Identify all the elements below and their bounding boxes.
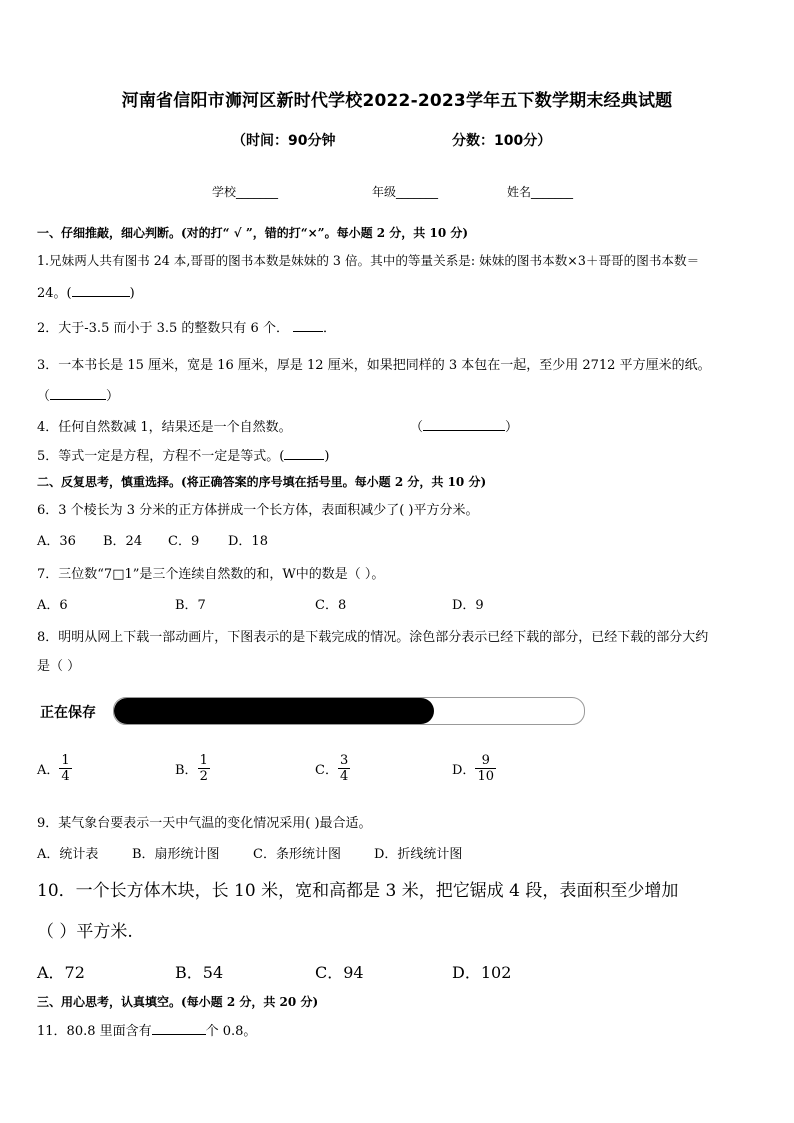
question-7-option-b[interactable]: B．7 (175, 598, 206, 613)
school-field: 学校_______ (212, 185, 279, 199)
question-4-answer (410, 416, 518, 435)
question-9-option-c[interactable]: C．条形统计图 (253, 847, 341, 862)
question-8-option-a[interactable] (37, 753, 72, 784)
question-8-line1: 8．明明从网上下载一部动画片，下图表示的是下载完成的情况。涂色部分表示已经下载的部分，已经下载的部分大约 (37, 630, 709, 645)
question-9-option-a[interactable]: A．统计表 (37, 847, 99, 862)
question-1-answer-blank[interactable] (72, 284, 130, 297)
question-9-option-b[interactable]: B．扇形统计图 (132, 847, 220, 862)
question-3-close: ） (106, 389, 120, 404)
question-6-option-a[interactable]: A．36 (37, 534, 76, 549)
fraction-denominator: 10 (477, 769, 494, 784)
name-field: 姓名_______ (507, 185, 574, 199)
question-4-answer-blank[interactable] (423, 418, 505, 431)
question-11-text: 11．80.8 里面含有 (37, 1024, 152, 1039)
question-4-open: （ (410, 420, 424, 435)
question-3-answer-blank[interactable] (50, 387, 106, 400)
question-8-option-d[interactable] (452, 753, 496, 784)
question-10-line1: 10．一个长方体木块，长 10 米，宽和高都是 3 米，把它锯成 4 段，表面积至少增加 (37, 881, 679, 901)
section2-heading: 二、反复思考，慎重选择。(将正确答案的序号填在括号里。每小题 2 分，共 10 分) (37, 475, 487, 489)
question-8-line2: 是（ ） (37, 659, 81, 674)
question-10-line2: （ ）平方米. (37, 922, 133, 942)
question-8-option-c[interactable] (315, 753, 350, 784)
question-3-open: （ (37, 389, 51, 404)
question-2-text: 2．大于-3.5 而小于 3.5 的整数只有 6 个． (37, 321, 289, 336)
progress-label: 正在保存 (40, 705, 96, 721)
fraction-numerator: 1 (61, 753, 70, 768)
question-1-line2 (37, 282, 135, 301)
question-5 (37, 445, 329, 464)
question-7-option-a[interactable]: A．6 (37, 598, 68, 613)
download-progress-bar (113, 697, 585, 725)
option-letter: D． (452, 763, 476, 778)
question-7-text: 7．三位数“7□1”是三个连续自然数的和，W中的数是（ ）。 (37, 567, 385, 582)
question-10-option-c[interactable]: C．94 (315, 963, 364, 982)
fraction-denominator: 4 (61, 769, 70, 784)
question-5-answer-blank[interactable] (284, 447, 324, 460)
grade-field: 年级_______ (372, 185, 439, 199)
section1-heading: 一、仔细推敲，细心判断。(对的打“ √ ”，错的打“×”。每小题 2 分，共 10 分) (37, 226, 469, 240)
option-letter: C． (315, 763, 338, 778)
section3-heading: 三、用心思考，认真填空。(每小题 2 分，共 20 分) (37, 995, 319, 1009)
option-letter: A． (37, 763, 60, 778)
question-10-option-a[interactable]: A．72 (37, 963, 85, 982)
download-progress-fill (114, 698, 434, 724)
question-6-option-d[interactable]: D．18 (228, 534, 268, 549)
question-7-option-c[interactable]: C．8 (315, 598, 347, 613)
question-9-option-d[interactable]: D．折线统计图 (374, 847, 463, 862)
question-10-option-d[interactable]: D．102 (452, 963, 512, 982)
question-11-close: 个 0.8。 (205, 1024, 257, 1039)
fraction-numerator: 9 (475, 753, 496, 769)
question-5-text: 5．等式一定是方程，方程不一定是等式。( (37, 449, 285, 464)
question-3-line1: 3．一本书长是 15 厘米，宽是 16 厘米，厚是 12 厘米，如果把同样的 3 本包在一起，至少用 2712 平方厘米的纸。 (37, 358, 711, 373)
question-11-answer-blank[interactable] (152, 1022, 206, 1035)
question-1-line1: 1.兄妹两人共有图书 24 本,哥哥的图书本数是妹妹的 3 倍。其中的等量关系是: 妹妹的图书本数×3＋哥哥的图书本数＝ (37, 253, 700, 268)
question-2 (37, 317, 336, 336)
question-1-text: 24。( (37, 286, 72, 301)
question-9-text: 9．某气象台要表示一天中气温的变化情况采用( )最合适。 (37, 816, 372, 831)
question-4-close: ） (505, 420, 519, 435)
fraction-numerator: 1 (199, 753, 208, 768)
question-11 (37, 1020, 256, 1039)
question-1-close: ) (129, 286, 135, 301)
option-letter: B． (175, 763, 198, 778)
question-4-text: 4．任何自然数减 1，结果还是一个自然数。 (37, 420, 292, 435)
question-8-option-b[interactable] (175, 753, 210, 784)
page-title: 河南省信阳市浉河区新时代学校2022-2023学年五下数学期末经典试题 (121, 91, 673, 111)
question-7-option-d[interactable]: D．9 (452, 598, 484, 613)
question-6-option-b[interactable]: B．24 (103, 534, 143, 549)
exam-time: （时间：90分钟 (232, 133, 336, 149)
question-6-text: 6．3 个棱长为 3 分米的正方体拼成一个长方体，表面积减少了( )平方分米。 (37, 503, 479, 518)
question-2-close: ． (322, 321, 336, 336)
question-3-line2 (37, 385, 119, 404)
question-10-option-b[interactable]: B．54 (175, 963, 224, 982)
question-6-option-c[interactable]: C．9 (168, 534, 200, 549)
exam-score: 分数：100分） (452, 133, 552, 149)
fraction-denominator: 2 (199, 769, 208, 784)
fraction-numerator: 3 (339, 753, 349, 768)
fraction-denominator: 4 (339, 769, 349, 784)
question-5-close: ) (324, 449, 330, 464)
question-2-answer-blank[interactable] (293, 319, 323, 332)
